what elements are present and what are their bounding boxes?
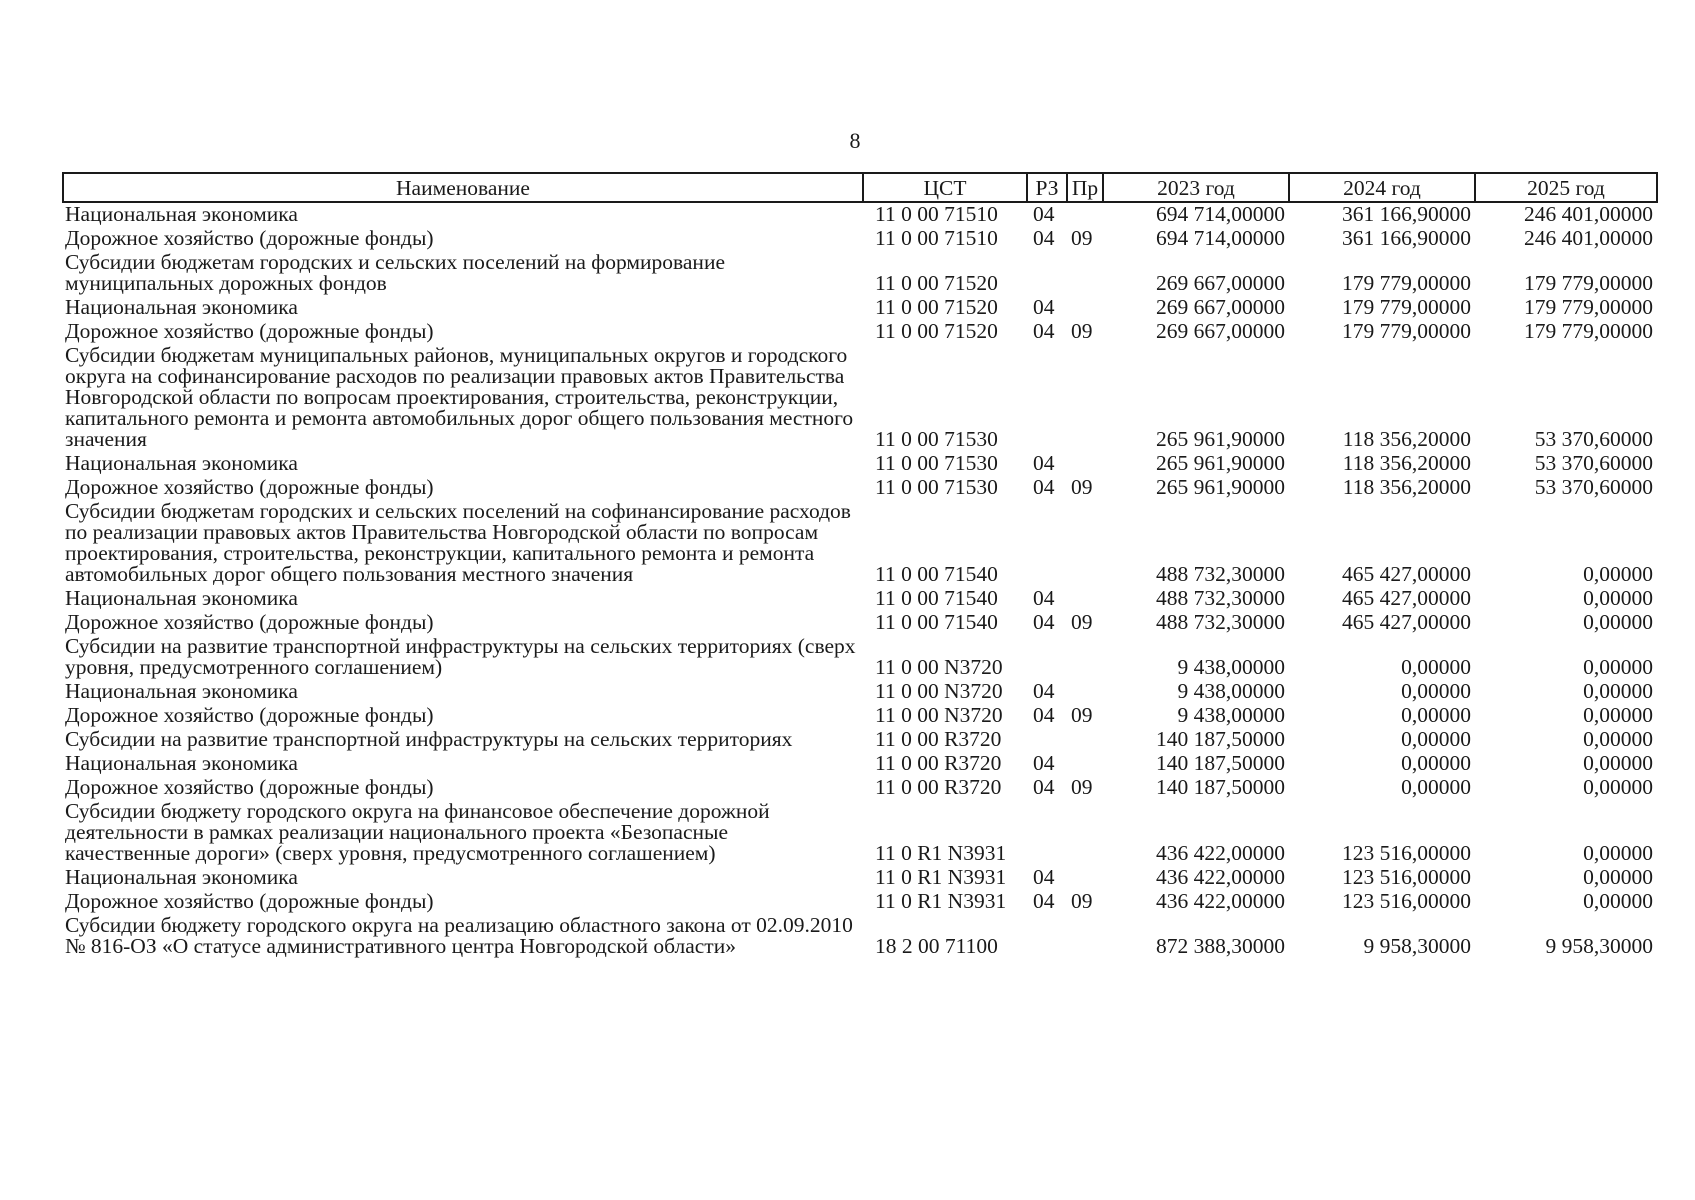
- cell-2024: 123 516,00000: [1342, 889, 1471, 913]
- cell-rz: 04: [1033, 226, 1055, 250]
- cell-rz: [1027, 251, 1067, 296]
- table-row: [63, 320, 1657, 344]
- cell-2025: 53 370,60000: [1534, 427, 1653, 451]
- cell-pr: 09: [1071, 475, 1093, 499]
- cell-cst: 11 0 R1 N3931: [875, 865, 1007, 889]
- cell-2025: 9 958,30000: [1545, 934, 1653, 958]
- budget-table: [62, 172, 1658, 959]
- cell-name: Дорожное хозяйство (дорожные фонды): [65, 703, 434, 727]
- cell-pr: 09: [1071, 610, 1093, 634]
- cell-2024: 118 356,20000: [1342, 451, 1471, 475]
- cell-rz: [1027, 800, 1067, 866]
- cell-name: Национальная экономика: [65, 751, 298, 775]
- cell-pr: 09: [1071, 703, 1093, 727]
- cell-2025: 0,00000: [1583, 703, 1653, 727]
- cell-2023: 140 187,50000: [1156, 775, 1285, 799]
- cell-rz: 04: [1033, 202, 1055, 226]
- cell-cst: 11 0 00 R3720: [875, 775, 1002, 799]
- cell-cst: 11 0 00 71530: [875, 451, 998, 475]
- table-row: [63, 914, 1657, 959]
- table-row: [63, 800, 1657, 866]
- cell-2023: 9 438,00000: [1177, 703, 1285, 727]
- cell-pr: 09: [1071, 775, 1093, 799]
- table-row: [63, 296, 1657, 320]
- cell-cst: 11 0 00 N3720: [875, 655, 1003, 679]
- table-row: [63, 344, 1657, 452]
- cell-name: Субсидии бюджетам муниципальных районов, муниципальных округов и городского округа на софинансирование расходов по реализации правовых актов Правительства Новгородской области по вопросам проектирования, строительства, реконструкции, капитального ремонта и ремонта автомобильных дорог общего пользования местного значения: [65, 343, 854, 451]
- cell-name: Дорожное хозяйство (дорожные фонды): [65, 319, 434, 343]
- cell-2024: 0,00000: [1401, 751, 1471, 775]
- cell-2024: 179 779,00000: [1342, 319, 1471, 343]
- cell-name: Национальная экономика: [65, 295, 298, 319]
- cell-cst: 11 0 00 N3720: [875, 703, 1003, 727]
- cell-rz: 04: [1033, 775, 1055, 799]
- header-name: Наименование: [63, 173, 863, 202]
- table-row: [63, 728, 1657, 752]
- cell-name: Субсидии на развитие транспортной инфраструктуры на сельских территориях: [65, 727, 793, 751]
- cell-rz: [1027, 500, 1067, 587]
- cell-name: Национальная экономика: [65, 202, 298, 226]
- cell-name: Субсидии бюджетам городских и сельских поселений на софинансирование расходов по реализации правовых актов Правительства Новгородской области по вопросам проектирования, строительства, реконструкции, капитального ремонта и ремонта автомобильных дорог общего пользования местного значения: [65, 499, 851, 586]
- cell-rz: 04: [1033, 679, 1055, 703]
- cell-rz: 04: [1033, 751, 1055, 775]
- cell-2023: 9 438,00000: [1177, 679, 1285, 703]
- cell-pr: [1067, 202, 1103, 227]
- cell-cst: 11 0 00 71520: [875, 319, 998, 343]
- cell-2024: 0,00000: [1401, 655, 1471, 679]
- cell-pr: 09: [1071, 889, 1093, 913]
- cell-rz: [1027, 728, 1067, 752]
- cell-2024: 465 427,00000: [1342, 562, 1471, 586]
- cell-cst: 18 2 00 71100: [875, 934, 998, 958]
- table-row: [63, 251, 1657, 296]
- cell-2025: 0,00000: [1583, 655, 1653, 679]
- cell-name: Субсидии бюджету городского округа на финансовое обеспечение дорожной деятельности в рамках реализации национального проекта «Безопасные качественные дороги» (сверх уровня, предусмотренного соглашением): [65, 799, 770, 865]
- cell-pr: [1067, 728, 1103, 752]
- table-row: [63, 227, 1657, 251]
- table-row: [63, 500, 1657, 587]
- table-row: [63, 202, 1657, 227]
- cell-2024: 465 427,00000: [1342, 610, 1471, 634]
- cell-rz: 04: [1033, 703, 1055, 727]
- cell-cst: 11 0 00 71510: [875, 202, 998, 226]
- cell-pr: [1067, 914, 1103, 959]
- header-rz: РЗ: [1027, 173, 1067, 202]
- cell-cst: 11 0 00 R3720: [875, 751, 1002, 775]
- cell-2023: 694 714,00000: [1156, 202, 1285, 226]
- cell-cst: 11 0 00 N3720: [875, 679, 1003, 703]
- cell-2023: 140 187,50000: [1156, 727, 1285, 751]
- cell-2023: 269 667,00000: [1156, 295, 1285, 319]
- cell-2025: 246 401,00000: [1524, 202, 1653, 226]
- cell-2024: 9 958,30000: [1363, 934, 1471, 958]
- cell-2023: 265 961,90000: [1156, 475, 1285, 499]
- cell-2024: 0,00000: [1401, 775, 1471, 799]
- cell-name: Национальная экономика: [65, 451, 298, 475]
- header-2025: 2025 год: [1475, 173, 1657, 202]
- cell-2023: 436 422,00000: [1156, 865, 1285, 889]
- cell-2025: 0,00000: [1583, 841, 1653, 865]
- cell-2025: 0,00000: [1583, 727, 1653, 751]
- cell-cst: 11 0 00 71530: [875, 475, 998, 499]
- cell-name: Национальная экономика: [65, 865, 298, 889]
- cell-2023: 488 732,30000: [1156, 610, 1285, 634]
- cell-rz: [1027, 914, 1067, 959]
- cell-cst: 11 0 00 71540: [875, 610, 998, 634]
- cell-pr: [1067, 752, 1103, 776]
- cell-rz: 04: [1033, 451, 1055, 475]
- cell-name: Дорожное хозяйство (дорожные фонды): [65, 610, 434, 634]
- cell-cst: 11 0 00 R3720: [875, 727, 1002, 751]
- cell-2023: 269 667,00000: [1156, 271, 1285, 295]
- header-2023: 2023 год: [1103, 173, 1289, 202]
- cell-name: Национальная экономика: [65, 679, 298, 703]
- cell-name: Дорожное хозяйство (дорожные фонды): [65, 889, 434, 913]
- cell-2025: 179 779,00000: [1524, 319, 1653, 343]
- cell-name: Субсидии на развитие транспортной инфраструктуры на сельских территориях (сверх уровня, предусмотренного соглашением): [65, 634, 856, 679]
- cell-2023: 436 422,00000: [1156, 841, 1285, 865]
- table-row: [63, 635, 1657, 680]
- cell-2023: 488 732,30000: [1156, 562, 1285, 586]
- cell-rz: 04: [1033, 865, 1055, 889]
- table-row: [63, 587, 1657, 611]
- cell-pr: [1067, 452, 1103, 476]
- cell-2024: 118 356,20000: [1342, 475, 1471, 499]
- table-row: [63, 752, 1657, 776]
- cell-rz: [1027, 344, 1067, 452]
- cell-2023: 694 714,00000: [1156, 226, 1285, 250]
- cell-2025: 53 370,60000: [1534, 475, 1653, 499]
- page-number: 8: [849, 128, 861, 153]
- cell-2024: 361 166,90000: [1342, 226, 1471, 250]
- table-row: [63, 476, 1657, 500]
- cell-rz: 04: [1033, 610, 1055, 634]
- cell-2023: 872 388,30000: [1156, 934, 1285, 958]
- cell-rz: 04: [1033, 889, 1055, 913]
- cell-2023: 9 438,00000: [1177, 655, 1285, 679]
- cell-2023: 436 422,00000: [1156, 889, 1285, 913]
- cell-2025: 53 370,60000: [1534, 451, 1653, 475]
- cell-2025: 0,00000: [1583, 610, 1653, 634]
- cell-2023: 488 732,30000: [1156, 586, 1285, 610]
- cell-pr: [1067, 344, 1103, 452]
- cell-pr: [1067, 587, 1103, 611]
- header-row: [63, 173, 1657, 202]
- cell-pr: [1067, 800, 1103, 866]
- cell-pr: [1067, 866, 1103, 890]
- cell-2023: 140 187,50000: [1156, 751, 1285, 775]
- cell-2023: 269 667,00000: [1156, 319, 1285, 343]
- cell-cst: 11 0 00 71520: [875, 271, 998, 295]
- cell-2024: 361 166,90000: [1342, 202, 1471, 226]
- cell-2025: 0,00000: [1583, 775, 1653, 799]
- cell-pr: [1067, 296, 1103, 320]
- cell-rz: 04: [1033, 319, 1055, 343]
- cell-2023: 265 961,90000: [1156, 451, 1285, 475]
- cell-rz: 04: [1033, 295, 1055, 319]
- cell-2025: 246 401,00000: [1524, 226, 1653, 250]
- table-row: [63, 452, 1657, 476]
- cell-cst: 11 0 00 71520: [875, 295, 998, 319]
- cell-2025: 0,00000: [1583, 889, 1653, 913]
- cell-cst: 11 0 R1 N3931: [875, 889, 1007, 913]
- table-row: [63, 866, 1657, 890]
- header-2024: 2024 год: [1289, 173, 1475, 202]
- cell-rz: 04: [1033, 586, 1055, 610]
- cell-2024: 0,00000: [1401, 679, 1471, 703]
- table-row: [63, 611, 1657, 635]
- cell-name: Дорожное хозяйство (дорожные фонды): [65, 775, 434, 799]
- cell-pr: 09: [1071, 226, 1093, 250]
- cell-2025: 179 779,00000: [1524, 271, 1653, 295]
- cell-rz: [1027, 635, 1067, 680]
- cell-name: Субсидии бюджету городского округа на реализацию областного закона от 02.09.2010 № 816-ОЗ «О статусе административного центра Новгородской области»: [65, 913, 853, 958]
- cell-2025: 179 779,00000: [1524, 295, 1653, 319]
- cell-cst: 11 0 00 71530: [875, 427, 998, 451]
- cell-2024: 179 779,00000: [1342, 271, 1471, 295]
- table-body: [63, 202, 1657, 959]
- cell-pr: [1067, 635, 1103, 680]
- table-row: [63, 776, 1657, 800]
- cell-cst: 11 0 00 71540: [875, 586, 998, 610]
- cell-2025: 0,00000: [1583, 586, 1653, 610]
- cell-2024: 118 356,20000: [1342, 427, 1471, 451]
- cell-2025: 0,00000: [1583, 679, 1653, 703]
- table-row: [63, 890, 1657, 914]
- cell-2025: 0,00000: [1583, 865, 1653, 889]
- cell-2024: 465 427,00000: [1342, 586, 1471, 610]
- cell-name: Дорожное хозяйство (дорожные фонды): [65, 226, 434, 250]
- cell-pr: [1067, 500, 1103, 587]
- cell-pr: 09: [1071, 319, 1093, 343]
- cell-2025: 0,00000: [1583, 751, 1653, 775]
- cell-name: Дорожное хозяйство (дорожные фонды): [65, 475, 434, 499]
- cell-cst: 11 0 00 71510: [875, 226, 998, 250]
- cell-pr: [1067, 251, 1103, 296]
- header-cst: ЦСТ: [863, 173, 1027, 202]
- cell-name: Субсидии бюджетам городских и сельских поселений на формирование муниципальных дорожных фондов: [65, 250, 725, 295]
- cell-2024: 123 516,00000: [1342, 841, 1471, 865]
- cell-2024: 179 779,00000: [1342, 295, 1471, 319]
- cell-2024: 0,00000: [1401, 727, 1471, 751]
- cell-name: Национальная экономика: [65, 586, 298, 610]
- cell-pr: [1067, 680, 1103, 704]
- header-pr: Пр: [1067, 173, 1103, 202]
- table-row: [63, 680, 1657, 704]
- cell-2025: 0,00000: [1583, 562, 1653, 586]
- cell-2024: 0,00000: [1401, 703, 1471, 727]
- cell-cst: 11 0 00 71540: [875, 562, 998, 586]
- table-header: [63, 173, 1657, 202]
- cell-2023: 265 961,90000: [1156, 427, 1285, 451]
- table-row: [63, 704, 1657, 728]
- cell-cst: 11 0 R1 N3931: [875, 841, 1007, 865]
- cell-2024: 123 516,00000: [1342, 865, 1471, 889]
- cell-rz: 04: [1033, 475, 1055, 499]
